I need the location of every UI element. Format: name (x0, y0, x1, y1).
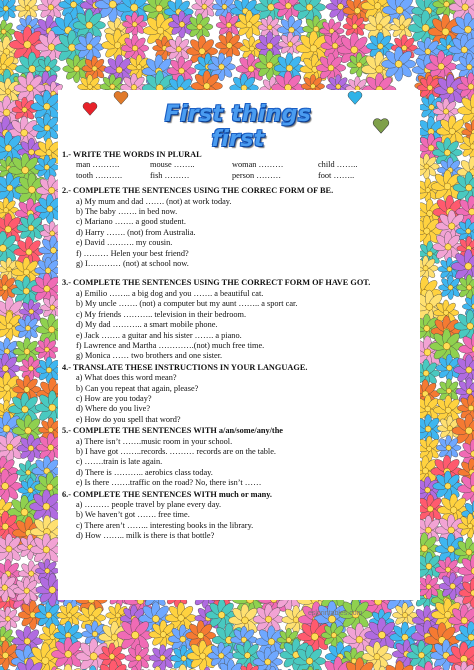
exercise-item: c) Mariano ……. a good student. (76, 217, 186, 227)
section1-heading: 1.- WRITE THE WORDS IN PLURAL (62, 150, 202, 159)
exercise-item: a) There isn’t …….music room in your school. (76, 436, 233, 446)
section4-heading: 4.- TRANSLATE THESE INSTRUCTIONS IN YOUR LANGUAGE. (62, 362, 308, 372)
heart-orange-shape (114, 91, 128, 104)
exercise-item: c) How are you today? (76, 393, 152, 403)
flower (122, 12, 147, 37)
section5-heading: 5.- COMPLETE THE SENTENCES WITH a/an/some/any/the (62, 426, 283, 436)
heart-red-shape (83, 102, 97, 115)
flower (235, 10, 264, 39)
exercise-item: b) My uncle ……. (not) a computer but my aunt …….. a sport car. (76, 299, 298, 309)
flower (186, 14, 213, 41)
exercise-item: f) Lawrence and Martha ………….(not) much free time. (76, 340, 265, 350)
flower (381, 47, 415, 81)
heart-green-icon (372, 117, 390, 135)
exercise-item: c) My friends ……….. television in their bedroom. (76, 309, 247, 319)
section3-heading: 3.- COMPLETE THE SENTENCES USING THE CORRECT FORM OF HAVE GOT. (62, 278, 371, 288)
exercise-item: c) …….train is late again. (76, 457, 163, 467)
heart-blue-icon (347, 90, 363, 106)
word-item: woman ……… (232, 160, 284, 170)
exercise-item: a) My mum and dad ……. (not) at work today. (76, 196, 232, 206)
worksheet-content (62, 150, 418, 542)
title-container (138, 102, 338, 152)
word-item: fish ……… (150, 170, 190, 180)
exercise-item: e) David ………. my cousin. (76, 238, 173, 248)
section6-heading: 6.- COMPLETE THE SENTENCES WITH much or many. (62, 489, 273, 499)
watermark: eslprintables.com (308, 610, 363, 617)
flower (416, 575, 441, 600)
word-item: foot …….. (318, 170, 355, 180)
section2-heading: 2.- COMPLETE THE SENTENCES USING THE CORREC FORM OF BE. (62, 186, 334, 196)
exercise-item: e) Is there …….traffic on the road? No, there isn’t …… (76, 478, 262, 488)
exercise-item: d) There is ……….. aerobics class today. (76, 467, 213, 477)
word-item: mouse …….. (150, 160, 195, 170)
exercise-item: c) There aren’t …….. interesting books in the library. (76, 520, 254, 530)
exercise-item: f) ……… Helen your best friend? (76, 248, 189, 258)
flower (0, 0, 18, 21)
exercise-item: b) I have got ……..records. ……… records are on the table. (76, 446, 276, 456)
exercise-item: g) Monica …… two brothers and one sister. (76, 351, 223, 361)
heart-blue-shape (348, 91, 362, 104)
heart-red-icon (82, 101, 98, 117)
word-item: person ……… (232, 170, 282, 180)
exercise-item: g) I………… (not) at school now. (76, 259, 189, 269)
flower (82, 56, 107, 81)
exercise-item: d) Where do you live? (76, 404, 151, 414)
flower (192, 0, 218, 19)
exercise-item: d) How …….. milk is there is that bottle? (76, 531, 215, 541)
word-item: tooth ………. (76, 170, 123, 180)
exercise-item: d) Harry ……. (not) from Australia. (76, 227, 196, 237)
exercise-item: a) What does this word mean? (76, 373, 177, 383)
word-item: child …….. (318, 160, 358, 170)
flower (117, 617, 153, 653)
exercise-item: e) Jack ……. a guitar and his sister ……. a piano. (76, 330, 242, 340)
flower (125, 644, 152, 670)
flower (35, 338, 59, 362)
exercise-item: b) We haven’t got ……. free time. (76, 510, 190, 520)
exercise-item: a) Emilio …….. a big dog and you ……. a beautiful cat. (76, 288, 264, 298)
exercise-item: b) The baby ……. in bed now. (76, 207, 178, 217)
heart-green-shape (373, 119, 389, 134)
exercise-item: a) ……… people travel by plane every day. (76, 500, 222, 509)
plural-words-grid (62, 160, 418, 181)
page-title: First things first (164, 102, 312, 152)
flower (33, 113, 62, 142)
word-item: man ………. (76, 160, 120, 170)
exercise-item: d) My dad ……….. a smart mobile phone. (76, 320, 218, 330)
flower (433, 471, 463, 501)
heart-orange-icon (113, 90, 129, 106)
flower (35, 155, 60, 180)
exercise-item: e) How do you spell that word? (76, 414, 181, 424)
exercise-item: b) Can you repeat that again, please? (76, 383, 199, 393)
